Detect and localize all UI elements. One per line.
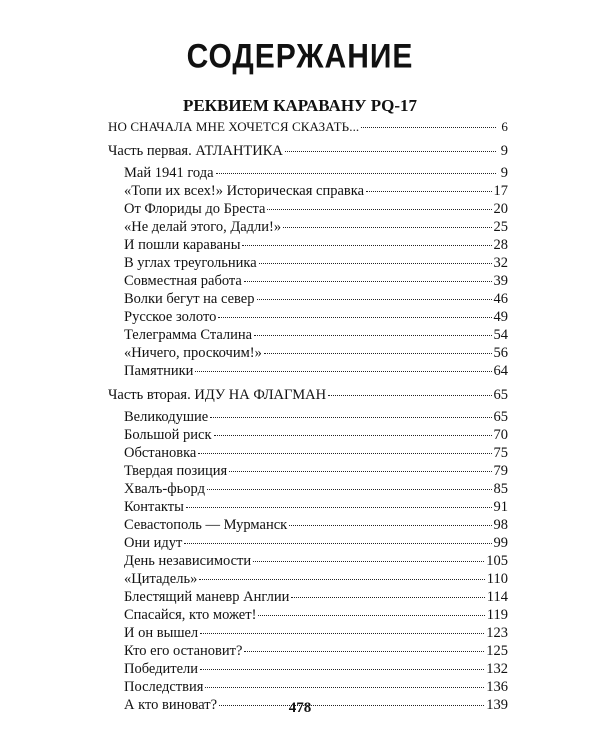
toc-entry-title: Май 1941 года <box>124 165 214 181</box>
toc-entry-title: Спасайся, кто может! <box>124 607 257 623</box>
dot-leader <box>291 597 484 598</box>
toc-entry-title: А кто виноват? <box>124 697 218 713</box>
toc-entry <box>108 552 508 570</box>
dot-leader <box>195 371 491 372</box>
toc-entry-page: 49 <box>493 309 508 325</box>
dot-leader <box>259 263 492 264</box>
section-title: РЕКВИЕМ КАРАВАНУ PQ-17 <box>182 96 418 115</box>
toc-entry <box>108 326 508 344</box>
toc-entry-page: 46 <box>493 291 508 307</box>
toc-entry <box>108 606 508 624</box>
dot-leader <box>184 543 491 544</box>
toc-entry <box>108 182 508 200</box>
dot-leader <box>244 281 492 282</box>
toc-entry-title: Волки бегут на север <box>124 291 255 307</box>
toc-entry-title: Большой риск <box>124 427 212 443</box>
toc-entry-page: 79 <box>493 463 508 479</box>
toc-entry <box>108 570 508 588</box>
toc-entry-page: 9 <box>500 165 508 181</box>
toc-entry <box>108 290 508 308</box>
toc-entry <box>108 308 508 326</box>
toc-entry-page: 20 <box>493 201 508 217</box>
dot-leader <box>257 299 492 300</box>
dot-leader <box>361 127 496 128</box>
toc-entry <box>108 444 508 462</box>
toc-entry <box>108 588 508 606</box>
toc-entry <box>108 272 508 290</box>
toc-entry-title: Часть первая. АТЛАНТИКА <box>108 143 283 159</box>
toc-entry <box>108 200 508 218</box>
dot-leader <box>242 245 491 246</box>
toc-entry-title: Кто его остановит? <box>124 643 243 659</box>
toc-entry-page: 119 <box>486 607 508 623</box>
toc-entry-title: Обстановка <box>124 445 197 461</box>
dot-leader <box>216 173 496 174</box>
toc-entry-page: 123 <box>486 625 508 641</box>
toc-entry-title: Последствия <box>124 679 204 695</box>
toc-entry <box>108 498 508 516</box>
toc-entry-title: Великодушие <box>124 409 209 425</box>
toc-entry <box>108 344 508 362</box>
toc-entry <box>108 624 508 642</box>
toc-entry-page: 136 <box>486 679 508 695</box>
toc-entry <box>108 254 508 272</box>
toc-entry-title: НО СНАЧАЛА МНЕ ХОЧЕТСЯ СКАЗАТЬ... <box>108 119 360 134</box>
toc-entry-page: 28 <box>493 237 508 253</box>
page-number: 478 <box>288 700 312 716</box>
toc-entry-title: Твердая позиция <box>124 463 228 479</box>
toc-entry-page: 6 <box>501 119 508 134</box>
toc-entry-page: 54 <box>493 327 508 343</box>
toc-entry-title: «Не делай этого, Дадли!» <box>124 219 282 235</box>
toc-entry-page: 98 <box>493 517 508 533</box>
dot-leader <box>200 633 484 634</box>
dot-leader <box>207 489 492 490</box>
table-of-contents <box>108 118 508 714</box>
toc-entry-title: Совместная работа <box>124 273 242 289</box>
toc-entry-page: 39 <box>493 273 508 289</box>
toc-entry <box>108 408 508 426</box>
toc-entry-page: 70 <box>493 427 508 443</box>
toc-entry-title: Они идут <box>124 535 183 551</box>
dot-leader <box>254 335 491 336</box>
toc-entry <box>108 480 508 498</box>
dot-leader <box>366 191 491 192</box>
dot-leader <box>283 227 491 228</box>
dot-leader <box>229 471 491 472</box>
toc-entry-title: День независимости <box>124 553 252 569</box>
toc-entry <box>108 678 508 696</box>
toc-entry-title: Севастополь — Мурманск <box>124 517 288 533</box>
dot-leader <box>258 615 484 616</box>
toc-entry-page: 17 <box>493 183 508 199</box>
toc-entry-page: 9 <box>500 143 508 159</box>
dot-leader <box>205 687 484 688</box>
toc-entry-page: 65 <box>493 409 508 425</box>
toc-entry-page: 132 <box>486 661 508 677</box>
toc-entry <box>108 534 508 552</box>
toc-entry <box>108 516 508 534</box>
toc-entry-title: Контакты <box>124 499 184 515</box>
toc-entry-page: 99 <box>493 535 508 551</box>
toc-entry-page: 65 <box>493 387 508 403</box>
toc-part-entry <box>108 142 508 160</box>
toc-entry-page: 110 <box>486 571 508 587</box>
toc-entry <box>108 462 508 480</box>
toc-entry <box>108 362 508 380</box>
toc-entry-page: 56 <box>493 345 508 361</box>
toc-entry-page: 64 <box>493 363 508 379</box>
toc-entry-title: От Флориды до Бреста <box>124 201 266 217</box>
toc-entry <box>108 426 508 444</box>
dot-leader <box>253 561 484 562</box>
toc-entry-page: 32 <box>493 255 508 271</box>
toc-entry <box>108 660 508 678</box>
dot-leader <box>199 579 484 580</box>
toc-part-entry <box>108 386 508 404</box>
toc-entry-title: Русское золото <box>124 309 217 325</box>
toc-entry-title: «Топи их всех!» Историческая справка <box>124 183 365 199</box>
toc-entry-title: «Ничего, проскочим!» <box>124 345 262 361</box>
dot-leader <box>267 209 491 210</box>
dot-leader <box>214 435 492 436</box>
toc-entry-page: 85 <box>493 481 508 497</box>
toc-entry-title: Победители <box>124 661 199 677</box>
dot-leader <box>289 525 491 526</box>
toc-entry-title: И пошли караваны <box>124 237 241 253</box>
toc-entry-title: Телеграмма Сталина <box>124 327 253 343</box>
toc-entry-page: 125 <box>486 643 508 659</box>
toc-entry <box>108 164 508 182</box>
toc-entry-title: Хвалъ-фьорд <box>124 481 205 497</box>
toc-entry-page: 91 <box>493 499 508 515</box>
page-title: СОДЕРЖАНИЕ <box>186 37 414 76</box>
toc-entry-page: 75 <box>493 445 508 461</box>
toc-entry <box>108 642 508 660</box>
toc-entry-page: 25 <box>493 219 508 235</box>
toc-entry-title: И он вышел <box>124 625 199 641</box>
toc-entry-title: Памятники <box>124 363 194 379</box>
dot-leader <box>264 353 492 354</box>
toc-entry <box>108 218 508 236</box>
dot-leader <box>200 669 484 670</box>
toc-entry-title: Часть вторая. ИДУ НА ФЛАГМАН <box>108 387 327 403</box>
toc-entry <box>108 236 508 254</box>
dot-leader <box>285 151 496 152</box>
toc-entry <box>108 118 508 136</box>
dot-leader <box>186 507 492 508</box>
toc-entry-title: В углах треугольника <box>124 255 257 271</box>
dot-leader <box>328 395 491 396</box>
toc-entry-page: 105 <box>486 553 508 569</box>
dot-leader <box>198 453 491 454</box>
dot-leader <box>210 417 491 418</box>
toc-entry-page: 139 <box>486 697 508 713</box>
toc-entry-title: «Цитадель» <box>124 571 198 587</box>
toc-entry-title: Блестящий маневр Англии <box>124 589 290 605</box>
toc-entry-page: 114 <box>486 589 508 605</box>
dot-leader <box>244 651 484 652</box>
dot-leader <box>218 317 491 318</box>
